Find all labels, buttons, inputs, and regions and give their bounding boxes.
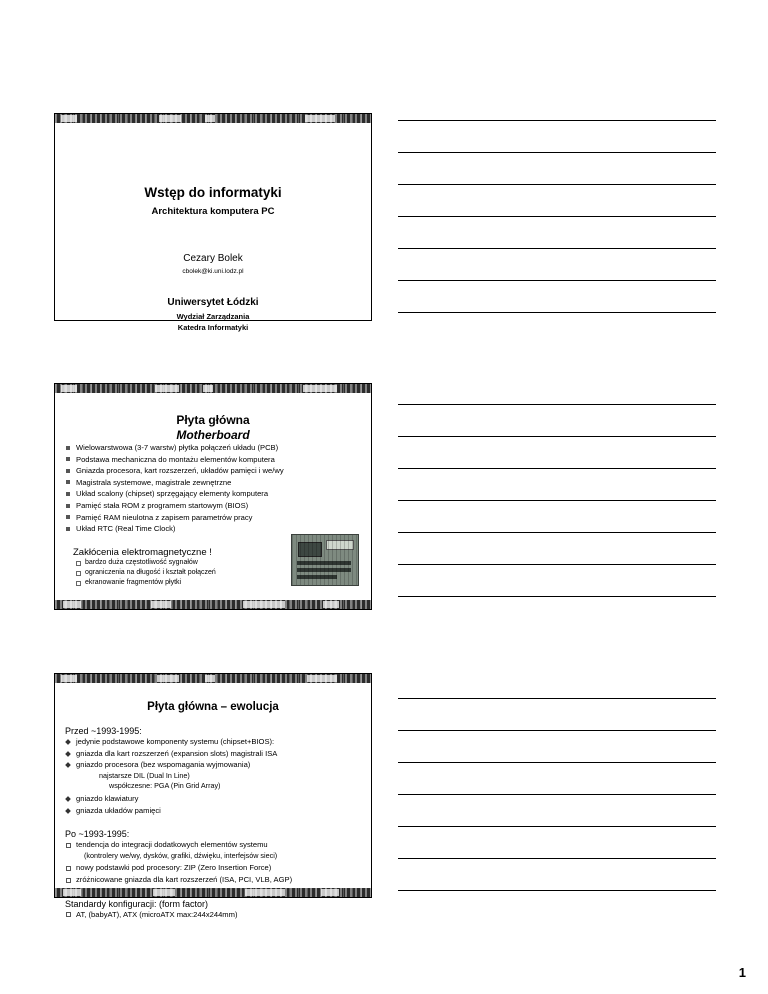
list-item: Wielowarstwowa (3-7 warstw) płytka połączeń układu (PCB) [65,442,361,454]
list-item: zróżnicowane gniazda dla kart rozszerzeń (ISA, PCI, VLB, AGP) [65,874,361,886]
list-item: Pamięć RAM nieulotna z zapisem parametrów pracy [65,512,361,524]
slide-block-2 [54,383,372,610]
slide-2-title: Płyta główna [176,413,250,427]
list-item: gniazdo klawiatury [65,793,361,805]
slide-3-section-3-list [65,909,361,921]
list-item: Gniazda procesora, kart rozszerzeń, układów pamięci i we/wy [65,465,361,477]
note-rule [398,890,716,891]
slide-3-body [55,683,371,919]
notes-lines-1 [398,120,716,313]
slide-2-body [55,393,371,600]
list-item: Podstawa mechaniczna do montażu elementów komputera [65,454,361,466]
slide-1-title: Wstęp do informatyki [144,185,282,200]
notes-lines-2 [398,404,716,597]
slide-1-email: cbolek@ki.uni.lodz.pl [182,268,244,275]
slide-1[interactable] [54,113,372,332]
slide-2-sub-heading: Zakłócenia elektromagnetyczne ! [73,546,212,558]
slide-3-section-2-heading: Po ~1993-1995: [65,829,130,840]
list-item: ekranowanie fragmentów płytki [65,578,361,588]
notes-lines-3 [398,698,716,891]
slide-2-bullet-list [65,442,361,535]
slide-3-section-1-list [65,736,361,771]
slide-1-university: Uniwersytet Łódzki [167,297,259,308]
slide-2-top-bar [55,384,371,393]
slide-3-title: Płyta główna – ewolucja [147,701,279,713]
note-rule [398,312,716,313]
slide-3-bottom-bar [55,888,371,897]
list-item: gniazda układów pamięci [65,805,361,817]
slide-2-title-italic: Motherboard [176,428,250,442]
slide-1-top-bar [55,114,371,123]
note-rule [398,596,716,597]
list-item: Układ RTC (Real Time Clock) [65,523,361,535]
slide-1-author: Cezary Bolek [183,253,243,264]
slide-2-bottom-bar [55,600,371,609]
page-number: 1 [738,965,746,980]
list-item: ograniczenia na długość i kształt połączeń [65,568,361,578]
slide-3[interactable] [54,673,372,919]
list-item: jedynie podstawowe komponenty systemu (chipset+BIOS): [65,736,361,748]
list-item: gniazdo procesora (bez wspomagania wyjmowania) [65,759,361,771]
slide-3-section-1-sub-1: współczesne: PGA (Pin Grid Array) [109,781,221,791]
slide-3-section-2-list-cont [65,862,361,885]
slide-3-top-bar [55,674,371,683]
slide-3-section-1-list-cont [65,793,361,816]
slide-3-section-3-heading: Standardy konfiguracji: (form factor) [65,898,209,909]
slide-3-section-1-heading: Przed ~1993-1995: [65,726,142,736]
list-item: nowy podstawki pod procesory: ZIP (Zero Insertion Force) [65,862,361,874]
slide-1-department: Katedra Informatyki [177,323,249,332]
slide-block-3 [54,673,372,919]
list-item: AT, (babyAT), ATX (microATX max:244x244mm) [65,909,361,921]
slide-3-section-2-list [65,839,361,851]
slide-1-body [55,123,371,332]
slide-1-faculty: Wydział Zarządzania [176,312,250,321]
list-item: bardzo duża częstotliwość sygnałów [65,558,361,568]
list-item: tendencja do integracji dodatkowych elementów systemu [65,839,361,851]
slide-block-1 [54,113,372,332]
list-item: Pamięć stała ROM z programem startowym (BIOS) [65,500,361,512]
slide-3-section-1-sub-0: najstarsze DIL (Dual In Line) [99,770,190,780]
motherboard-photo [291,534,359,586]
slide-2[interactable] [54,383,372,610]
list-item: Magistrala systemowe, magistrale zewnętrzne [65,477,361,489]
slide-3-section-2-continuation: (kontrolery we/wy, dysków, grafiki, dźwięku, interfejsów sieci) [84,850,278,860]
list-item: gniazda dla kart rozszerzeń (expansion slots) magistrali ISA [65,748,361,760]
slide-1-subtitle: Architektura komputera PC [151,206,275,217]
list-item: Układ scalony (chipset) sprzęgający elementy komputera [65,488,361,500]
